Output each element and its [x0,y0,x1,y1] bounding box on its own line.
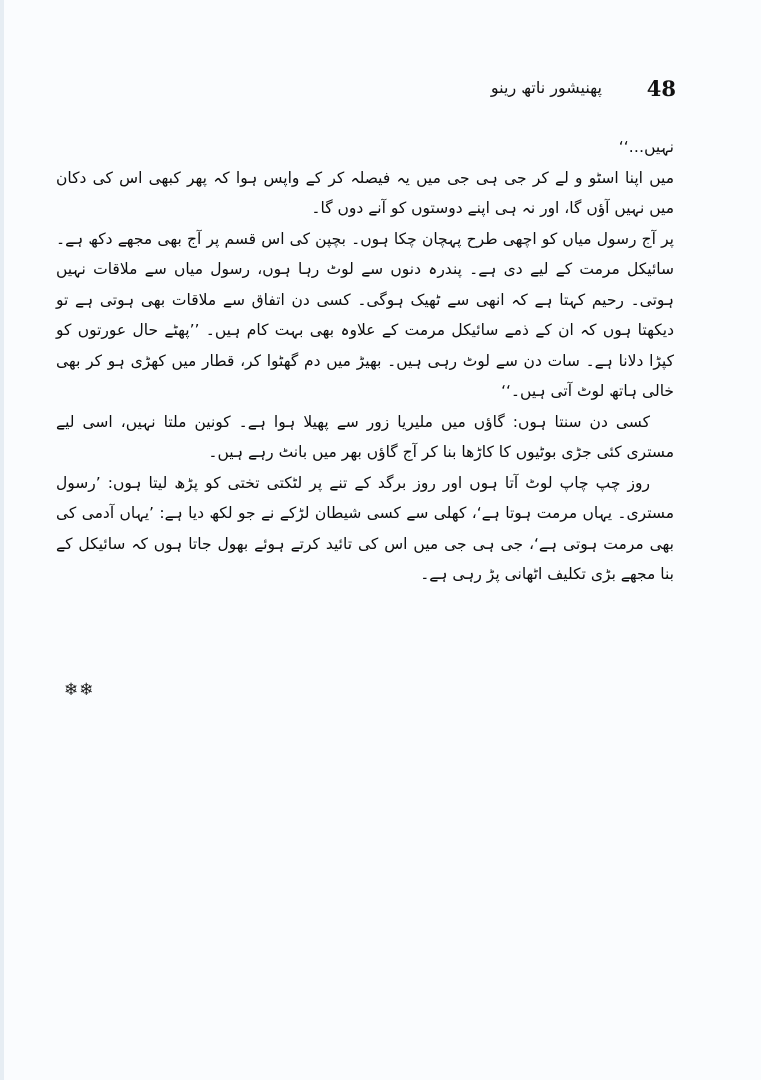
body-text [56,132,674,590]
page-number: 48 [646,76,676,101]
paragraph: کسی دن سنتا ہوں: گاؤں میں ملیریا زور سے پھیلا ہوا ہے۔ کونین ملتا نہیں، اسی لیے مستری کئی جڑی بوٹیوں کا کاڑھا بنا کر آج گاؤں بھر میں بانٹ رہے ہیں۔ [56,412,674,461]
running-title: پھنیشور ناتھ رینو [490,78,602,97]
page-edge [0,0,4,1080]
paragraph: میں اپنا اسٹو و لے کر جی ہی جی میں یہ فیصلہ کر کے واپس ہوا کہ پھر کبھی اس کی دکان میں نہیں آؤں گا، اور نہ ہی اپنے دوستوں کو آنے دوں گا۔ [56,168,674,217]
paragraph: روز چپ چاپ لوٹ آتا ہوں اور روز برگد کے تنے پر لٹکتی تختی کو پڑھ لیتا ہوں: ’رسول مستری۔ یہاں مرمت ہوتا ہے‘، کھلی سے کسی شیطان لڑکے نے جو لکھ دیا ہے: ’یہاں آدمی کی بھی مرمت ہوتی ہے‘، جی ہی جی میں اس کی تائید کرتے ہوئے بھول جاتا ہوں کہ سائیکل کے بنا مجھے بڑی تکلیف اٹھانی پڑ رہی ہے۔ [56,473,674,583]
section-end-ornament-icon: ❄❄ [64,680,95,700]
paragraph: نہیں…‘‘ [618,138,674,156]
page-header [60,74,680,108]
paragraph: پر آج رسول میاں کو اچھی طرح پہچان چکا ہوں۔ بچپن کی اس قسم پر آج بھی مجھے دکھ ہے۔ سائیکل مرمت کے لیے دی ہے۔ پندرہ دنوں سے لوٹ رہا ہوں، رسول میاں سے ملاقات نہیں ہوتی۔ رحیم کہتا ہے کہ انھی سے ٹھیک ہوگی۔ کسی دن اتفاق سے ملاقات بھی ہوتی ہے تو دیکھتا ہوں کہ ان کے ذمے سائیکل مرمت کے علاوہ بھی بہت کام ہیں۔ ’’پھٹے حال عورتوں کو کپڑا دلانا ہے۔ سات دن سے لوٹ رہی ہیں۔ بھیڑ میں دم گھٹوا کر، قطار میں کھڑی ہو کر بھی خالی ہاتھ لوٹ آتی ہیں۔‘‘ [56,229,674,400]
